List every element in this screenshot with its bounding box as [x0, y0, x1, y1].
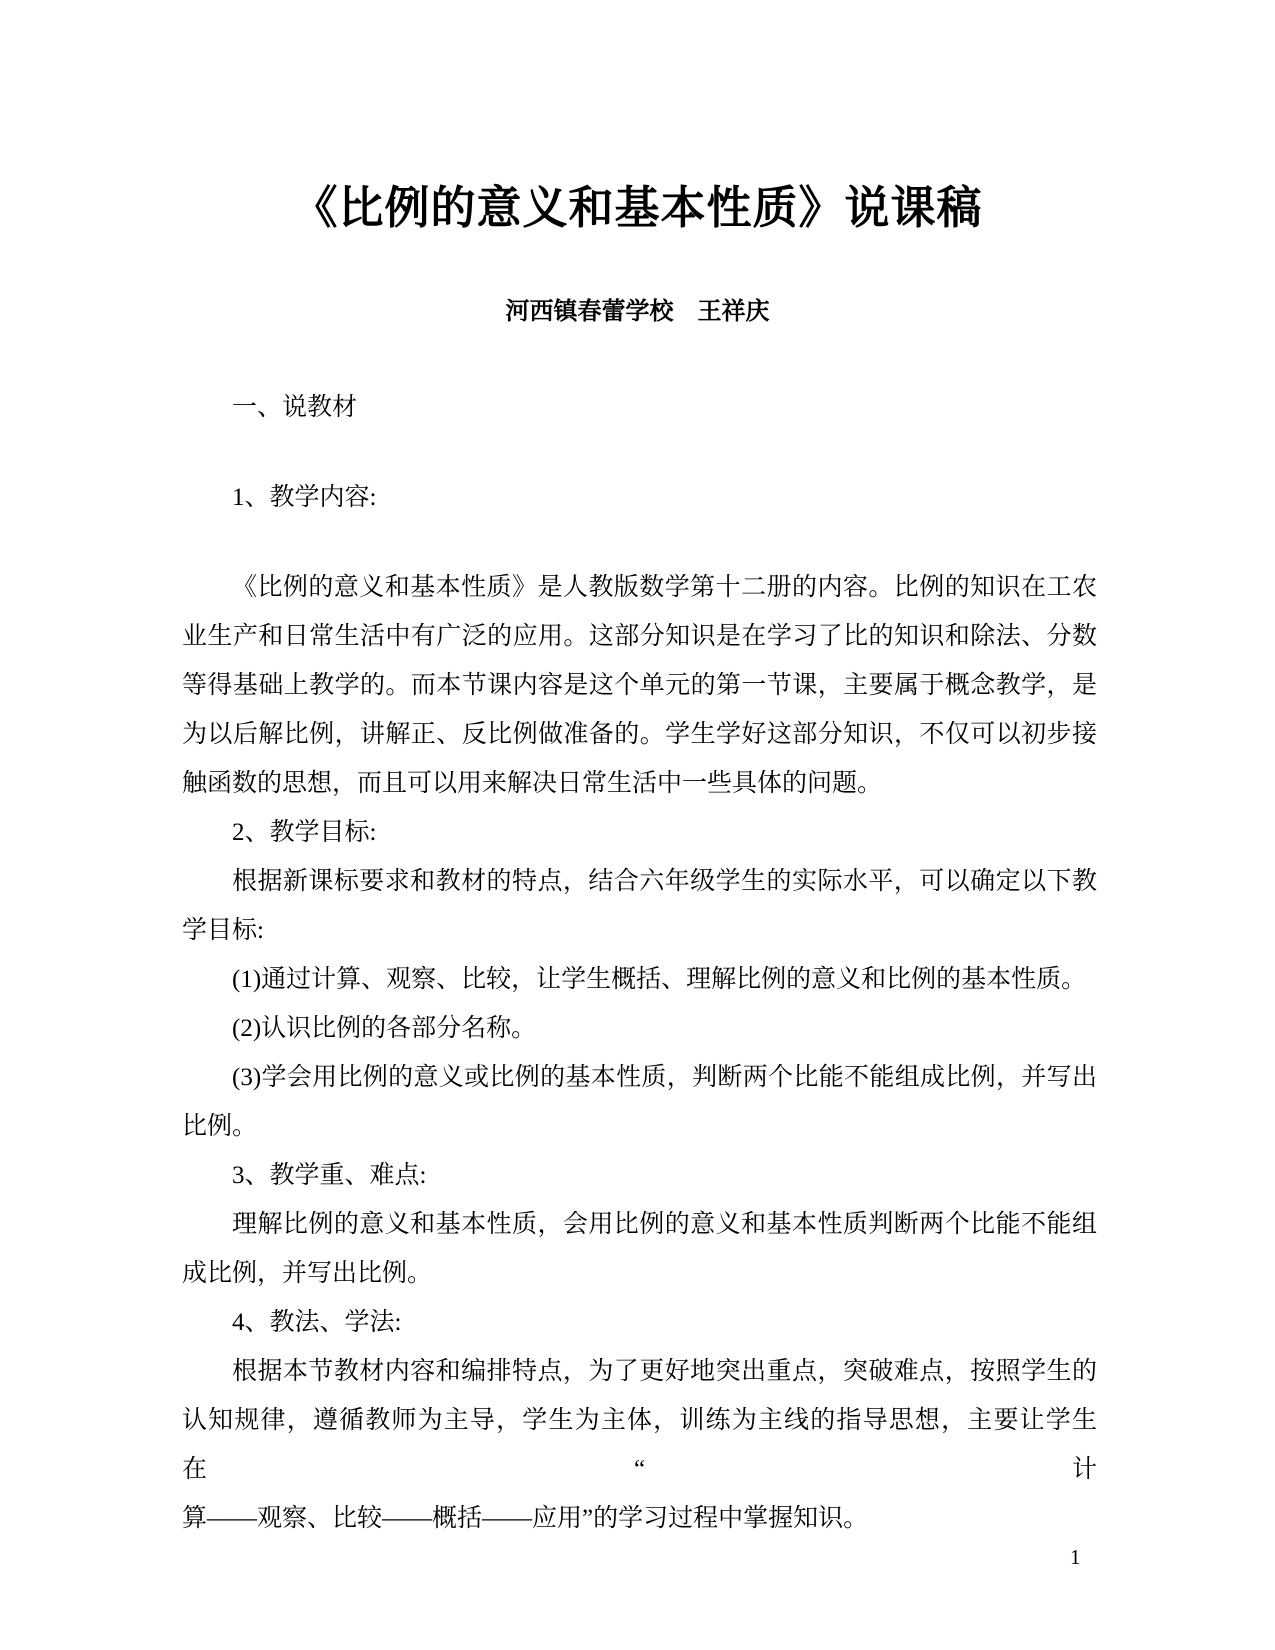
paragraph — [182, 1151, 1097, 1200]
paragraph — [182, 383, 1097, 432]
text-line: 根据本节教材内容和编排特点，为了更好地突出重点，突破难点，按照学生的 — [232, 1358, 1097, 1385]
document-body — [182, 383, 1097, 1543]
text-line: 成比例，并写出比例。 — [182, 1260, 433, 1287]
paragraph — [182, 857, 1097, 955]
text-line: 理解比例的意义和基本性质，会用比例的意义和基本性质判断两个比能不能组 — [232, 1211, 1097, 1238]
text-line: 为以后解比例，讲解正、反比例做准备的。学生学好这部分知识，不仅可以初步接 — [182, 721, 1097, 748]
author-line: 河西镇春蕾学校 王祥庆 — [505, 298, 770, 325]
text-line: 算——观察、比较——概括——应用”的学习过程中掌握知识。 — [182, 1505, 869, 1532]
text-line: 业生产和日常生活中有广泛的应用。这部分知识是在学习了比的知识和除法、分数 — [182, 623, 1097, 650]
paragraph — [182, 1347, 1097, 1543]
text-line: 认知规律，遵循教师为主导，学生为主体，训练为主线的指导思想，主要让学生在“计 — [182, 1407, 1097, 1483]
text-line: 4、教法、学法: — [232, 1309, 402, 1336]
paragraph — [182, 563, 1097, 808]
paragraph — [182, 1004, 1097, 1053]
paragraph — [182, 1298, 1097, 1347]
text-line: 1、教学内容: — [232, 484, 377, 511]
paragraph — [182, 1053, 1097, 1151]
text-line: 等得基础上教学的。而本节课内容是这个单元的第一节课，主要属于概念教学，是 — [182, 672, 1097, 699]
text-line: 《比例的意义和基本性质》是人教版数学第十二册的内容。比例的知识在工农 — [232, 574, 1097, 601]
text-line: (3)学会用比例的意义或比例的基本性质，判断两个比能不能组成比例，并写出 — [232, 1064, 1097, 1091]
text-line: 一、说教材 — [232, 394, 358, 421]
paragraph — [182, 1200, 1097, 1298]
text-line: 比例。 — [182, 1113, 258, 1140]
paragraph — [182, 473, 1097, 522]
text-line: (2)认识比例的各部分名称。 — [232, 1015, 537, 1042]
text-line: 触函数的思想，而且可以用来解决日常生活中一些具体的问题。 — [182, 770, 883, 797]
paragraph — [182, 955, 1097, 1004]
text-line: 2、教学目标: — [232, 819, 377, 846]
text-line: 根据新课标要求和教材的特点，结合六年级学生的实际水平，可以确定以下教 — [232, 868, 1097, 895]
document-title: 《比例的意义和基本性质》说课稿 — [292, 182, 983, 233]
page-number: 1 — [1070, 1545, 1081, 1569]
text-line: 学目标: — [182, 917, 264, 944]
paragraph — [182, 808, 1097, 857]
text-line: (1)通过计算、观察、比较，让学生概括、理解比例的意义和比例的基本性质。 — [232, 966, 1087, 993]
text-line: 3、教学重、难点: — [232, 1162, 427, 1189]
